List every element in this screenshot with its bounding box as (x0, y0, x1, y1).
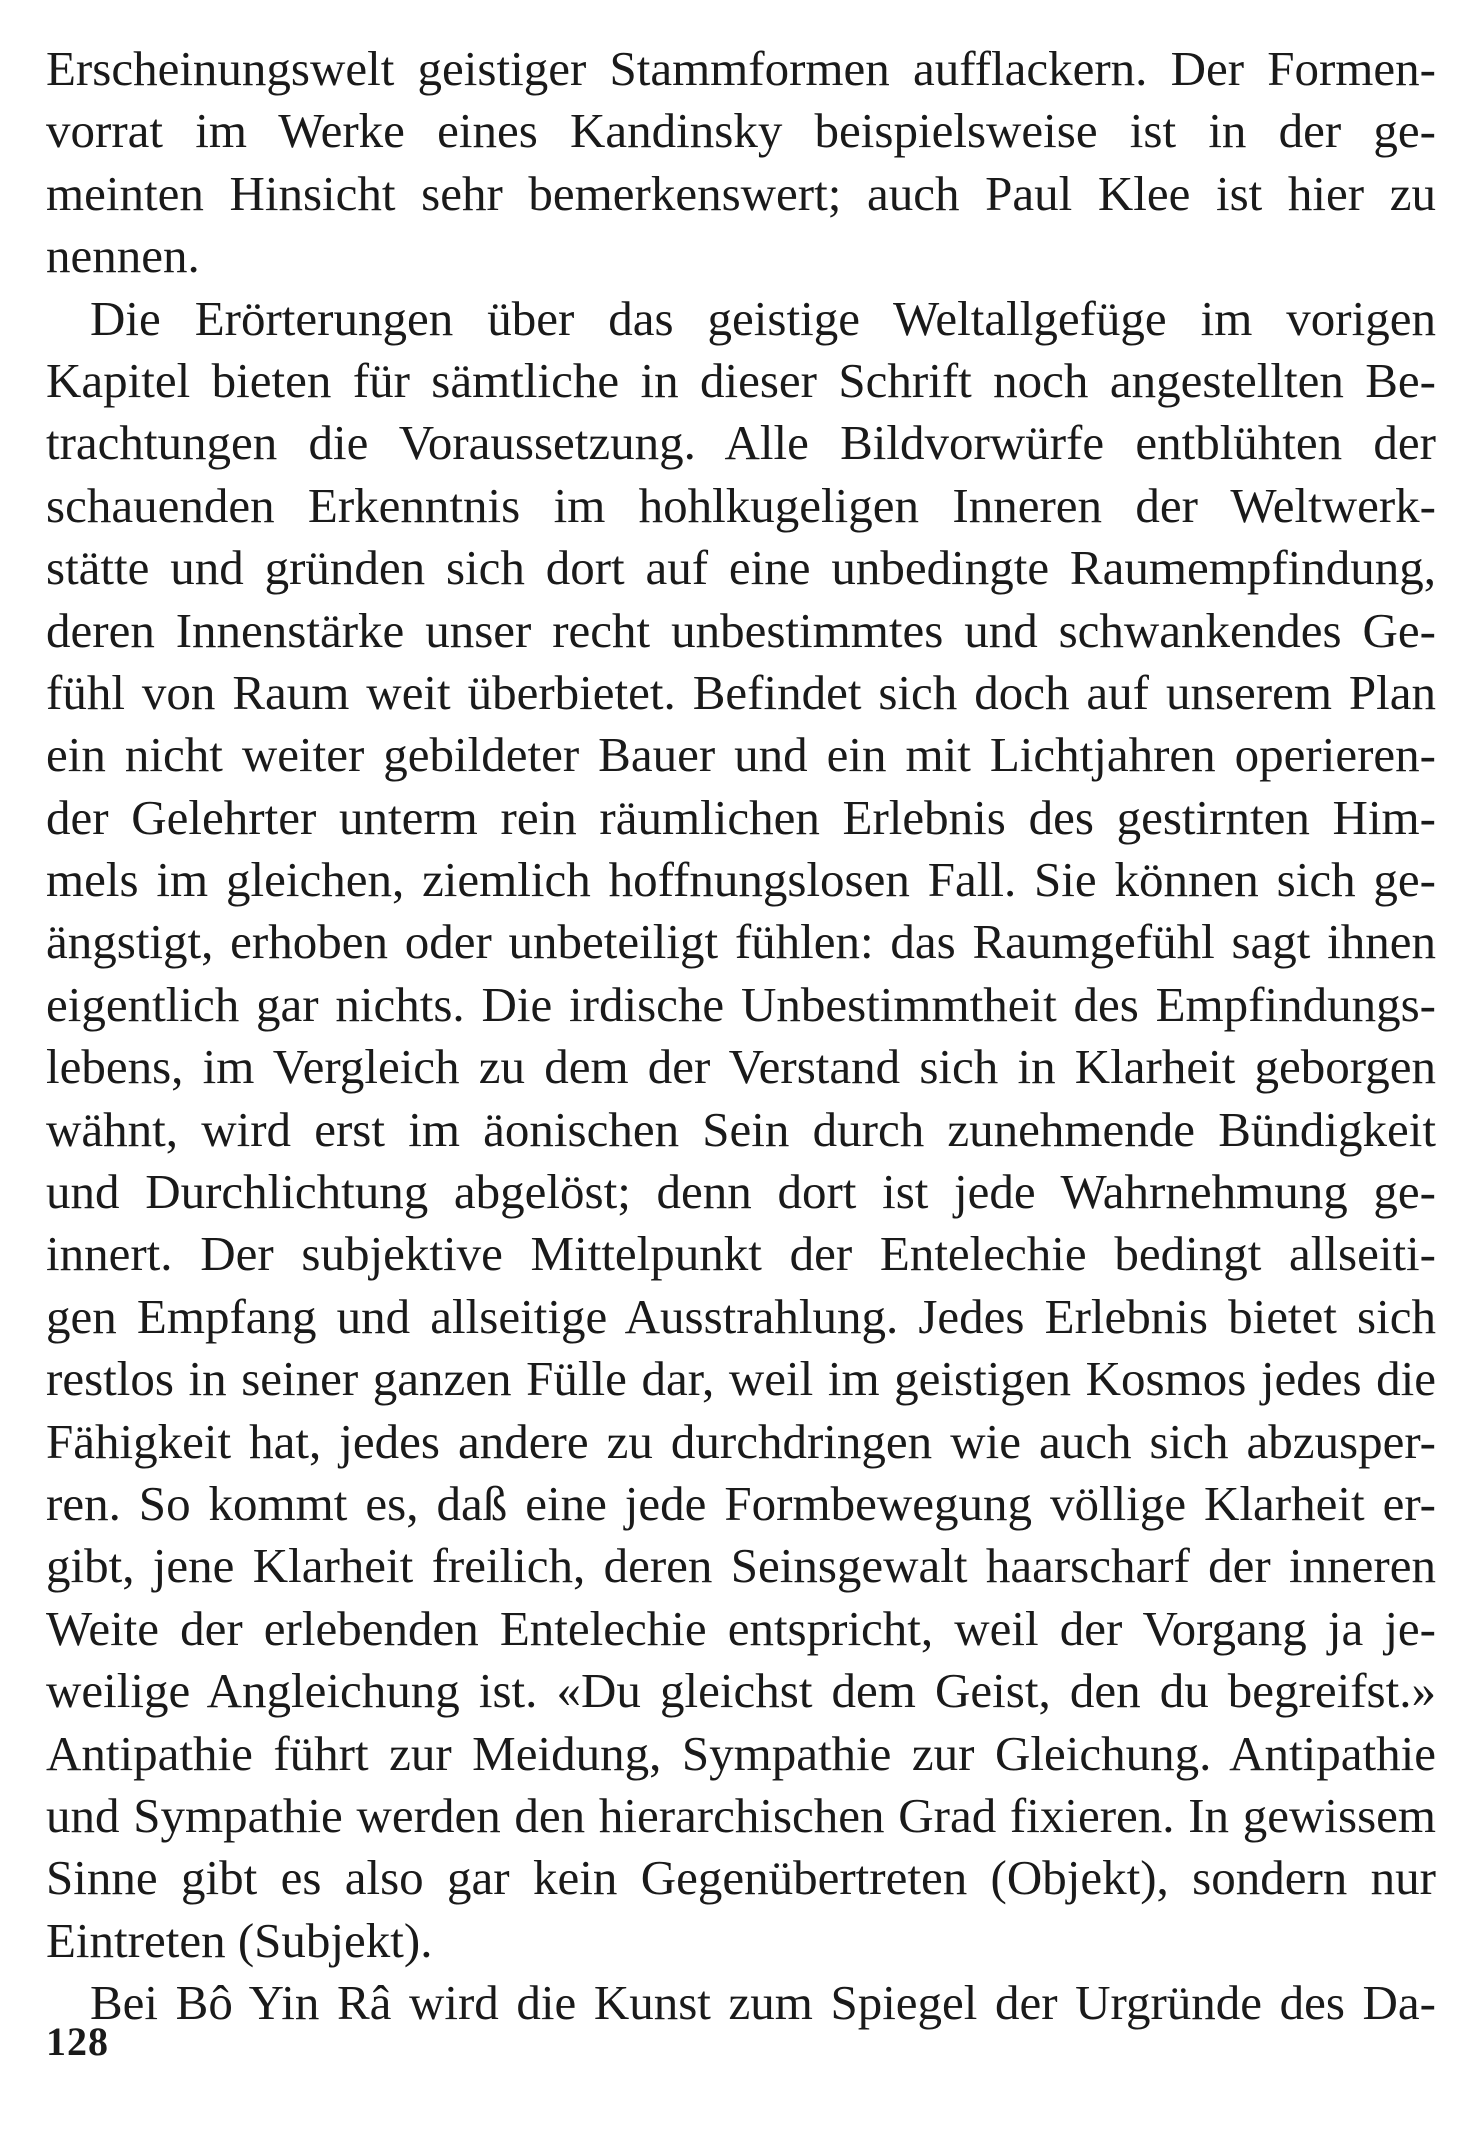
text-line: und Sympathie werden den hierarchischen Grad fixieren. In gewissem (46, 1787, 1436, 1843)
text-line: Sinne gibt es also gar kein Gegenübertreten (Objekt), sondern nur (46, 1850, 1436, 1906)
text-line: und Durchlichtung abgelöst; denn dort ist jede Wahrnehmung ge- (46, 1164, 1436, 1220)
text-line: mels im gleichen, ziemlich hoffnungslosen Fall. Sie können sich ge- (46, 852, 1436, 908)
text-line: gen Empfang und allseitige Ausstrahlung. Jedes Erlebnis bietet sich (46, 1288, 1436, 1344)
text-line: Weite der erlebenden Entelechie entspricht, weil der Vorgang ja je- (46, 1600, 1436, 1656)
text-line: Antipathie führt zur Meidung, Sympathie zur Gleichung. Antipathie (46, 1725, 1436, 1781)
text-line: ein nicht weiter gebildeter Bauer und ein mit Lichtjahren operieren- (46, 727, 1436, 783)
text-line: innert. Der subjektive Mittelpunkt der Entelechie bedingt allseiti- (46, 1226, 1436, 1282)
text-line: Eintreten (Subjekt). (46, 1912, 433, 1968)
text-line: wähnt, wird erst im äonischen Sein durch zunehmende Bündigkeit (46, 1101, 1436, 1157)
text-line: Kapitel bieten für sämtliche in dieser Schrift noch angestellten Be- (46, 352, 1436, 408)
text-line: ängstigt, erhoben oder unbeteiligt fühlen: das Raumgefühl sagt ihnen (46, 914, 1436, 970)
text-line: Die Erörterungen über das geistige Weltallgefüge im vorigen (90, 290, 1436, 346)
text-line: lebens, im Vergleich zu dem der Verstand sich in Klarheit geborgen (46, 1039, 1436, 1095)
text-line: nennen. (46, 228, 200, 284)
text-line: deren Innenstärke unser recht unbestimmtes und schwankendes Ge- (46, 602, 1436, 658)
text-line: restlos in seiner ganzen Fülle dar, weil im geistigen Kosmos jedes die (46, 1351, 1436, 1407)
text-line: trachtungen die Voraussetzung. Alle Bildvorwürfe entblühten der (46, 415, 1436, 471)
text-line: ren. So kommt es, daß eine jede Formbewegung völlige Klarheit er- (46, 1475, 1436, 1531)
text-line: Bei Bô Yin Râ wird die Kunst zum Spiegel der Urgründe des Da- (90, 1975, 1436, 2031)
text-line: gibt, jene Klarheit freilich, deren Seinsgewalt haarscharf der inneren (46, 1538, 1436, 1594)
text-line: vorrat im Werke eines Kandinsky beispielsweise ist in der ge- (46, 103, 1436, 159)
text-line: stätte und gründen sich dort auf eine unbedingte Raumempfindung, (46, 540, 1436, 596)
text-line: Erscheinungswelt geistiger Stammformen aufflackern. Der Formen- (46, 41, 1436, 96)
text-line: fühl von Raum weit überbietet. Befindet sich doch auf unserem Plan (46, 664, 1436, 720)
text-line: eigentlich gar nichts. Die irdische Unbestimmtheit des Empfindungs- (46, 976, 1436, 1032)
book-page (46, 38, 1436, 2108)
text-line: weilige Angleichung ist. «Du gleichst dem Geist, den du begreifst.» (46, 1663, 1436, 1719)
text-line: meinten Hinsicht sehr bemerkenswert; auch Paul Klee ist hier zu (46, 165, 1436, 221)
text-line: der Gelehrter unterm rein räumlichen Erlebnis des gestirnten Him- (46, 789, 1436, 845)
page-number: 128 (46, 2019, 109, 2064)
text-line: schauenden Erkenntnis im hohlkugeligen Inneren der Weltwerk- (46, 477, 1436, 533)
text-line: Fähigkeit hat, jedes andere zu durchdringen wie auch sich abzusper- (46, 1413, 1436, 1469)
